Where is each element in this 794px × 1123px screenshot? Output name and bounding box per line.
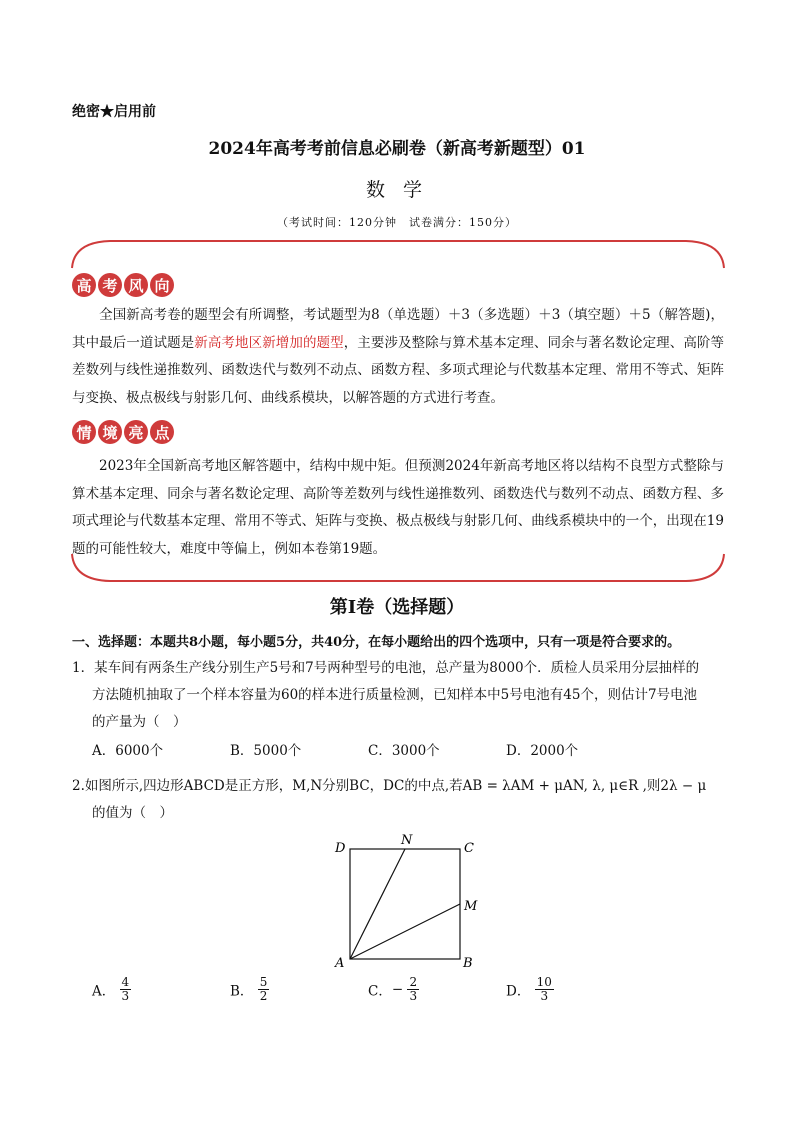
option-d[interactable]: D．2000个 [506, 743, 579, 759]
vertex-b-label: B [463, 956, 473, 971]
trend-paragraph: 全国新高考卷的题型会有所调整，考试题型为8（单选题）＋3（多选题）＋3（填空题）＋5（解答题)，其中最后一道试题是新高考地区新增加的题型，主要涉及整除与算术基本定理、同余与著名数论定理、高阶等差数列与线性递推数列、函数迭代与数列不动点、函数方程、多项式理论与代数基本定理、常用不等式、矩阵与变换、极点极线与射影几何、曲线系模块，以解答题的方式进行考查。 [72, 307, 725, 406]
exam-title: 2024年高考考前信息必刷卷（新高考新题型）01 [208, 139, 586, 159]
question-1-options [92, 739, 644, 759]
square-figure [330, 832, 490, 972]
option-a[interactable]: A．6000个 [92, 743, 164, 759]
question-2-line: 的值为（ ） [92, 805, 173, 821]
section-title: 第I卷（选择题） [329, 597, 465, 618]
option-d[interactable]: D． $\frac{10}{3}$ [506, 975, 552, 1003]
highlight-text: 新高考地区新增加的题型 [194, 334, 344, 351]
highlight-paragraph: 2023年全国新高考地区解答题中，结构中规中矩。但预测2024年新高考地区将以结构不良型方式整除与算术基本定理、同余与著名数论定理、高阶等差数列与线性递推数列、函数迭代与数列不动点、函数方程、多项式理论与代数基本定理、常用不等式、矩阵与变换、极点极线与射影几何、曲线系模块中的一个，出现在19题的可能性较大，难度中等偏上，例如本卷第19题。 [72, 458, 724, 557]
vertex-a-label: A [335, 956, 345, 971]
badge-char: 风 [124, 273, 148, 297]
question-2 [72, 773, 732, 827]
point-m-label: M [464, 899, 478, 914]
badge-char: 点 [150, 420, 174, 444]
question-1-line: 的产量为（ ） [92, 714, 187, 730]
badge-char: 境 [98, 420, 122, 444]
question-1-line: 1．某车间有两条生产线分别生产5号和7号两种型号的电池，总产量为8000个．质检人员采用分层抽样的 [72, 660, 700, 676]
option-c[interactable]: C．− $\frac{2}{3}$ [368, 975, 418, 1003]
secret-label: 绝密★启用前 [72, 104, 156, 120]
question-1 [72, 655, 732, 736]
option-c[interactable]: C．3000个 [368, 743, 440, 759]
badge-gaokao-fengxiang [72, 273, 174, 298]
section-instructions: 一、选择题：本题共8小题，每小题5分，共40分，在每小题给出的四个选项中，只有一项是符合要求的。 [72, 635, 681, 650]
badge-qingjing-liangdian [72, 420, 174, 445]
option-a[interactable]: A． $\frac{4}{3}$ [92, 975, 130, 1003]
question-2-line: 2.如图所示,四边形ABCD是正方形，M,N分别BC，DC的中点,若AB = λAM + μAN, λ, μ∈R ,则2λ − μ [72, 778, 707, 794]
exam-info: （考试时间：120分钟 试卷满分：150分） [277, 216, 517, 229]
badge-char: 高 [72, 273, 96, 297]
subject-title: 数 学 [365, 179, 429, 201]
badge-char: 考 [98, 273, 122, 297]
badge-char: 亮 [124, 420, 148, 444]
badge-char: 情 [72, 420, 96, 444]
option-b[interactable]: B． $\frac{5}{2}$ [230, 975, 268, 1003]
question-2-options [92, 976, 644, 1003]
option-b[interactable]: B．5000个 [230, 743, 302, 759]
vertex-d-label: D [335, 841, 346, 856]
vertex-c-label: C [464, 841, 474, 856]
badge-char: 向 [150, 273, 174, 297]
question-1-line: 方法随机抽取了一个样本容量为60的样本进行质量检测，已知样本中5号电池有45个，则估计7号电池 [92, 687, 698, 703]
point-n-label: N [401, 833, 413, 848]
